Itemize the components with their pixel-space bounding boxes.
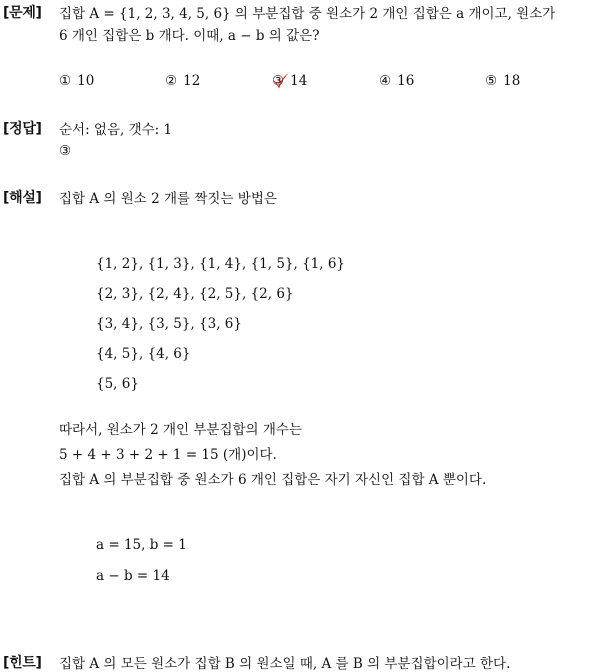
choice-1[interactable]	[59, 73, 94, 89]
choice-4-number: ④	[379, 73, 392, 89]
choice-5-number: ⑤	[485, 73, 498, 89]
choice-3-number: ③	[272, 73, 285, 89]
answer-line-1: 순서: 없음, 갯수: 1	[59, 122, 173, 138]
choice-1-number: ①	[59, 73, 72, 89]
explanation-line-c: 집합 A 의 부분집합 중 원소가 6 개인 집합은 자기 자신인 집합 A 뿐이다.	[59, 472, 487, 488]
answer-tag: [정답]	[3, 121, 42, 137]
hint-tag: [힌트]	[3, 655, 42, 671]
choice-3-value: 14	[290, 73, 308, 89]
choice-5-value: 18	[503, 73, 521, 89]
explanation-tag: [해설]	[3, 190, 42, 206]
pair-row-3: {3, 4}, {3, 5}, {3, 6}	[96, 316, 242, 332]
explanation-intro: 집합 A 의 원소 2 개를 짝짓는 방법은	[59, 191, 277, 207]
pair-row-4: {4, 5}, {4, 6}	[96, 346, 191, 362]
choice-2-value: 12	[183, 73, 201, 89]
checkmark-icon	[271, 70, 291, 90]
problem-line-2: 6 개인 집합은 b 개다. 이때, a − b 의 값은?	[59, 28, 320, 44]
pair-row-5: {5, 6}	[96, 376, 139, 392]
problem-line-1: 집합 A = {1, 2, 3, 4, 5, 6} 의 부분집합 중 원소가 2 개인 집합은 a 개이고, 원소가	[59, 6, 556, 22]
equation-1: a = 15, b = 1	[96, 537, 187, 553]
choice-4[interactable]	[379, 73, 414, 89]
choice-1-value: 10	[77, 73, 95, 89]
answer-line-2: ③	[59, 143, 72, 159]
pair-row-1: {1, 2}, {1, 3}, {1, 4}, {1, 5}, {1, 6}	[96, 256, 346, 272]
choice-2[interactable]	[165, 73, 200, 89]
explanation-line-a: 따라서, 원소가 2 개인 부분집합의 개수는	[59, 422, 302, 438]
choice-5[interactable]	[485, 73, 520, 89]
pair-row-2: {2, 3}, {2, 4}, {2, 5}, {2, 6}	[96, 286, 294, 302]
explanation-line-b: 5 + 4 + 3 + 2 + 1 = 15 (개)이다.	[59, 447, 277, 463]
choice-4-value: 16	[397, 73, 415, 89]
choice-2-number: ②	[165, 73, 178, 89]
equation-2: a − b = 14	[96, 568, 170, 584]
hint-text: 집합 A 의 모든 원소가 집합 B 의 원소일 때, A 를 B 의 부분집합이라고 한다.	[59, 656, 511, 672]
problem-tag: [문제]	[3, 5, 42, 21]
